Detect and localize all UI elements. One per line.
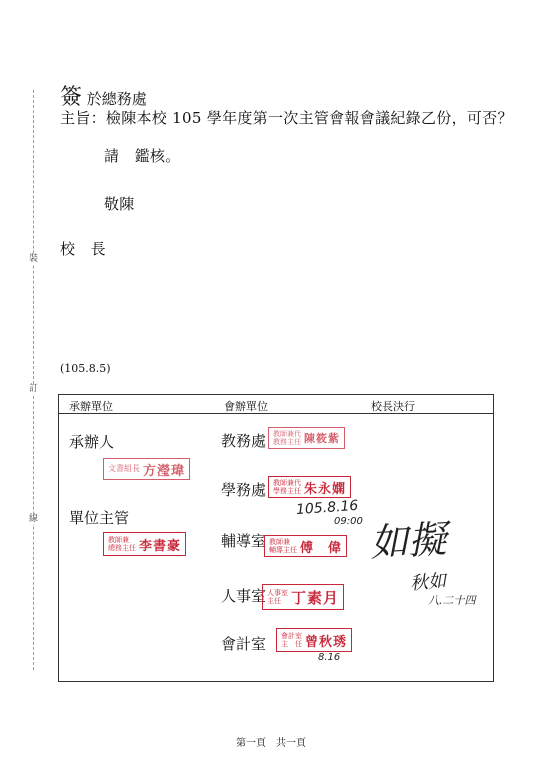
personnel-stamp-name: 丁素月 [291,588,340,607]
unit-head-stamp [103,532,186,556]
handwritten-date: 105.8.16 [295,497,359,519]
academic-stamp-line2: 教務主任 [273,438,301,446]
handler-label: 承辦人 [69,433,115,451]
unit-head-label: 單位主管 [69,509,130,527]
office-name: 於總務處 [86,90,147,108]
counseling-stamp-line2: 輔導主任 [269,546,297,554]
personnel-office-label: 人事室 [221,587,267,605]
signature-date: 八.二十四 [428,594,476,607]
handler-stamp [103,458,190,480]
page-footer: 第一頁 共一頁 [236,738,306,749]
handwritten-time: 09:00 [334,516,363,527]
counseling-stamp-name: 傅 偉 [300,540,343,556]
request-text: 請 鑑核。 [104,147,181,165]
handler-stamp-title: 文書組長 [108,464,140,473]
counseling-stamp [264,535,347,557]
student-stamp-name: 朱永嫻 [304,481,347,497]
binding-char-top: 裝 [29,254,39,264]
accounting-stamp [276,628,352,652]
respect-text: 敬陳 [104,195,135,213]
unit-head-stamp-line2: 總務主任 [108,544,136,552]
table-header-row [59,395,493,414]
student-affairs-label: 學務處 [221,481,267,499]
subject-label: 主旨： [60,109,106,127]
binding-char-middle: 訂 [29,384,39,394]
accounting-stamp-title [281,632,302,648]
academic-stamp-name: 陳筱紫 [304,432,340,445]
personnel-stamp-line1: 人事室 [267,589,288,597]
counseling-office-label: 輔導室 [221,532,267,550]
academic-stamp-line1: 教師兼代 [273,430,301,438]
accounting-stamp-name: 曾秋琇 [305,634,348,650]
handler-stamp-name: 方瀅瑋 [143,463,186,479]
personnel-stamp-title [267,589,288,605]
accounting-stamp-line2: 主 任 [281,640,302,648]
accounting-office-label: 會計室 [221,635,267,653]
counseling-stamp-title [269,538,297,554]
student-stamp-line1: 教師兼代 [273,479,301,487]
unit-head-stamp-line1: 教師兼 [108,536,129,544]
personnel-stamp [262,584,344,610]
header-handling-unit: 承辦單位 [69,400,113,413]
principal-signature: 秋如 [409,570,447,595]
unit-head-stamp-name: 李書豪 [139,538,182,554]
subject-text: 檢陳本校 105 學年度第一次主管會報會議紀錄乙份，可否？ [105,109,513,127]
counseling-stamp-line1: 教師兼 [269,538,290,546]
sign-char: 簽 [60,85,83,110]
binding-line [33,90,34,670]
header-principal-decision: 校長決行 [371,400,415,413]
academic-stamp [268,427,345,449]
subject-line [60,107,513,128]
header-cosign-unit: 會辦單位 [224,400,268,413]
addressee-text: 校 長 [60,240,106,258]
student-affairs-stamp [268,476,351,498]
binding-char-bottom: 線 [29,514,39,524]
principal-approval-handwriting: 如擬 [369,517,448,565]
academic-stamp-title [273,430,301,446]
student-stamp-line2: 學務主任 [273,487,301,495]
personnel-stamp-line2: 主任 [267,597,281,605]
unit-head-stamp-title [108,536,136,552]
academic-affairs-label: 教務處 [221,432,267,450]
date-note: (105.8.5) [60,362,111,375]
accounting-date: 8.16 [318,652,341,663]
student-stamp-title [273,479,301,495]
accounting-stamp-line1: 會計室 [281,632,302,640]
